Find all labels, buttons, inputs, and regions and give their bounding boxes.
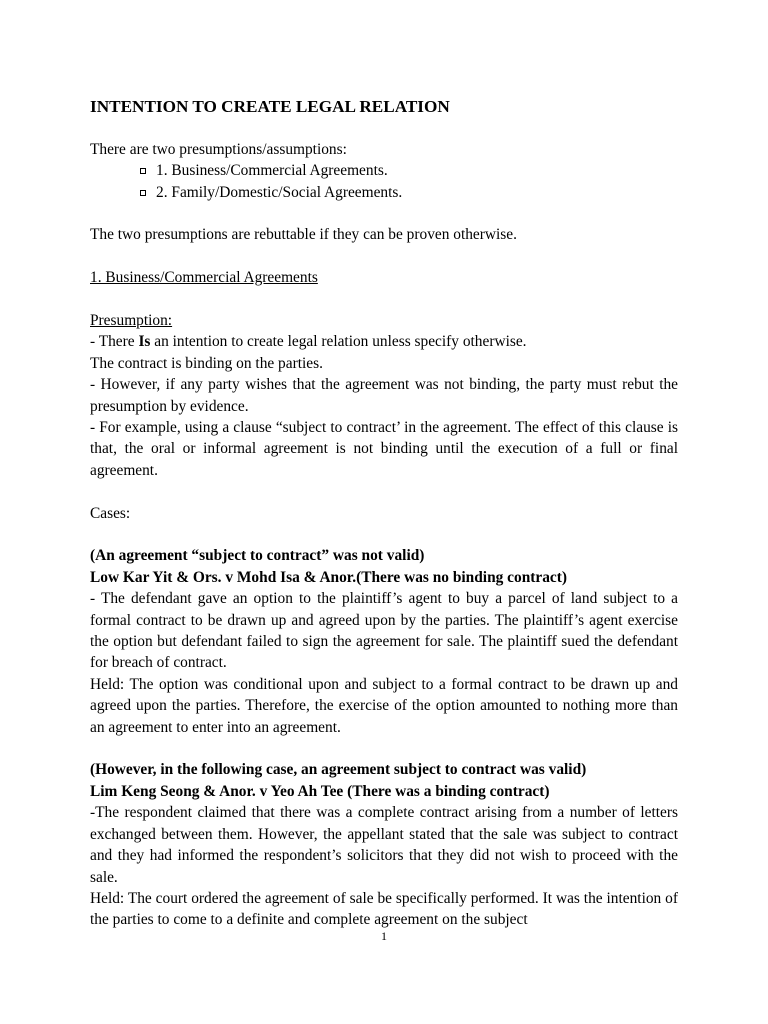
text-run: - There bbox=[90, 333, 139, 351]
case-note: (An agreement “subject to contract” was not valid) bbox=[90, 547, 425, 565]
presumption-line: - However, if any party wishes that the agreement was not binding, the party must rebut the presumption by evidence. bbox=[90, 376, 678, 415]
list-item bbox=[90, 182, 678, 203]
cases-heading: Cases: bbox=[90, 504, 131, 522]
case-facts: - The defendant gave an option to the plaintiff’s agent to buy a parcel of land subject to a formal contract to be drawn up and agreed upon by the parties. The plaintiff’s agent exercise the option but defendant failed to sign the agreement for sale. The plaintiff sued the defendant for breach of contract. bbox=[90, 590, 678, 672]
presumption-line: The contract is binding on the parties. bbox=[90, 354, 323, 372]
rebuttable-text: The two presumptions are rebuttable if they can be proven otherwise. bbox=[90, 226, 517, 244]
presumption-line: - For example, using a clause “subject to contract’ in the agreement. The effect of this clause is that, the oral or informal agreement is not binding until the execution of a full or final agreement. bbox=[90, 419, 678, 479]
page-number: 1 bbox=[381, 929, 387, 943]
page-title: INTENTION TO CREATE LEGAL RELATION bbox=[90, 97, 450, 116]
case-facts: -The respondent claimed that there was a complete contract arising from a number of letters exchanged between them. However, the appellant stated that the sale was subject to contract and they had informed the respondent’s solicitors that they did not wish to proceed with the sale. bbox=[90, 804, 678, 886]
case-held: Held: The court ordered the agreement of sale be specifically performed. It was the intention of the parties to come to a definite and complete agreement on the subject bbox=[90, 889, 678, 929]
case-name: Lim Keng Seong & Anor. v Yeo Ah Tee (There was a binding contract) bbox=[90, 782, 550, 800]
intro-text: There are two presumptions/assumptions: bbox=[90, 140, 347, 158]
text-run: an intention to create legal relation unless specify otherwise. bbox=[150, 333, 527, 351]
bold-text-run: Is bbox=[138, 333, 151, 351]
case-name: Low Kar Yit & Ors. v Mohd Isa & Anor.(There was no binding contract) bbox=[90, 568, 567, 586]
list-item-text: 1. Business/Commercial Agreements. bbox=[156, 162, 388, 180]
document-body bbox=[90, 96, 678, 931]
presumption-line bbox=[90, 331, 678, 352]
list-item-text: 2. Family/Domestic/Social Agreements. bbox=[156, 183, 403, 201]
presumption-list bbox=[90, 160, 678, 203]
checkbox-bullet-icon bbox=[140, 168, 146, 174]
case-note: (However, in the following case, an agreement subject to contract was valid) bbox=[90, 761, 587, 779]
case-held: Held: The option was conditional upon and subject to a formal contract to be drawn up and agreed upon the parties. Therefore, the exercise of the option amounted to nothing more than an agreement to enter into an agreement. bbox=[90, 675, 678, 736]
section-heading: 1. Business/Commercial Agreements bbox=[90, 269, 318, 287]
list-item bbox=[90, 160, 678, 181]
checkbox-bullet-icon bbox=[140, 190, 146, 196]
presumption-heading: Presumption: bbox=[90, 312, 173, 329]
